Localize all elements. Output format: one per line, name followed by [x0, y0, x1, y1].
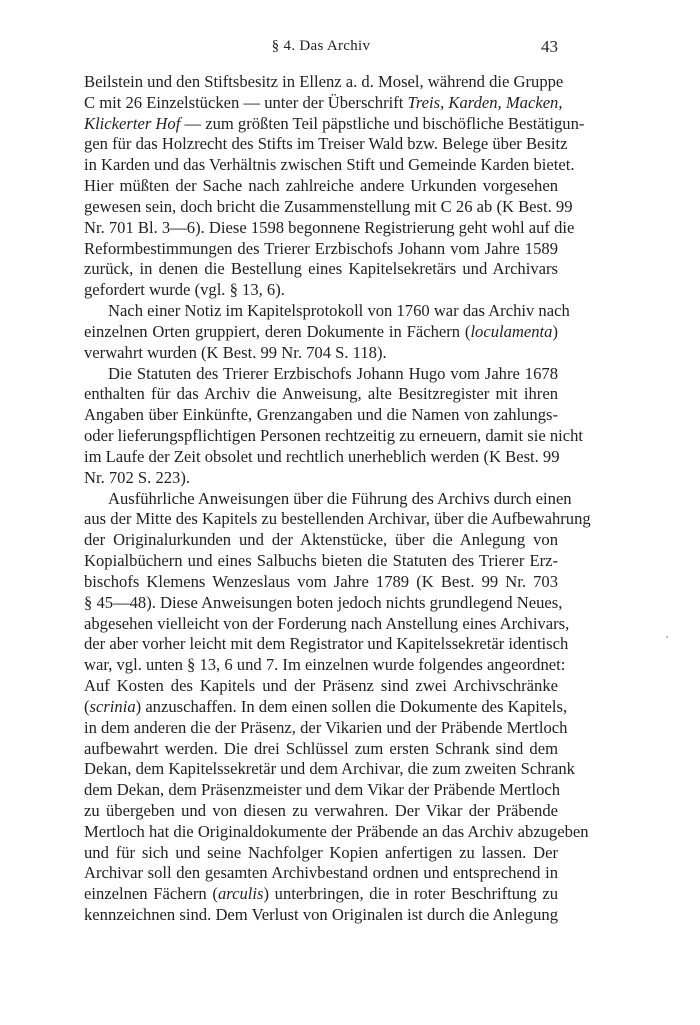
- text-line: [84, 280, 558, 301]
- text-line: [84, 676, 558, 697]
- italic-term: arculis: [217, 884, 264, 904]
- body-text: [84, 72, 591, 926]
- italic-term: Klickerter Hof: [84, 113, 181, 133]
- text-line: [84, 488, 572, 510]
- text-segment: ) unterbringen, die in roter Beschriftung zu: [263, 884, 558, 904]
- text-segment: oder lieferungspflichtigen Personen rechtzeitig zu erneuern, damit sie nicht: [84, 426, 584, 446]
- text-segment: Dekan, dem Kapitelssekretär und dem Archivar, die zum zweiten Schrank: [84, 759, 575, 779]
- text-line: [84, 155, 575, 176]
- text-line: [84, 364, 558, 385]
- text-line: [84, 196, 573, 218]
- text-line: [84, 426, 584, 447]
- text-segment: Angaben über Einkünfte, Grenzangaben und die Namen von zahlungs-: [84, 405, 558, 425]
- text-segment: (: [84, 696, 90, 716]
- text-segment: und für sich und seine Nachfolger Kopien anfertigen zu lassen. Der: [84, 842, 558, 862]
- text-segment: kennzeichnen sind. Dem Verlust von Originalen ist durch die Anlegung: [84, 905, 558, 925]
- text-segment: Archivar soll den gesamten Archivbestand ordnen und entsprechend in: [84, 863, 558, 883]
- text-line: [84, 801, 558, 822]
- text-segment: Beilstein und den Stiftsbesitz in Ellenz a. d. Mosel, während die Gruppe: [84, 72, 564, 91]
- text-segment: Die Statuten des Trierer Erzbischofs Johann Hugo vom Jahre 1678: [108, 363, 558, 383]
- text-segment: ) anzuschaffen. In dem einen sollen die Dokumente des Kapitels,: [135, 696, 568, 716]
- text-segment: zurück, in denen die Bestellung eines Kapitelsekretärs und Archivars: [84, 259, 558, 279]
- text-segment: Mertloch hat die Originaldokumente der Präbende an das Archiv abzugeben: [84, 821, 589, 841]
- text-line: [84, 447, 558, 468]
- text-segment: in Karden und das Verhältnis zwischen Stift und Gemeinde Karden bietet.: [84, 155, 575, 175]
- text-segment: in dem anderen die der Präsenz, der Vikarien und der Präbende Mertloch: [84, 717, 568, 737]
- text-line: [84, 468, 558, 489]
- text-segment: der aber vorher leicht mit dem Registrator und Kapitelssekretär identisch: [84, 634, 569, 654]
- text-line: [84, 717, 568, 739]
- text-line: [84, 134, 568, 155]
- text-line: [84, 739, 558, 760]
- text-segment: enthalten für das Archiv die Anweisung, alte Besitzregister mit ihren: [84, 384, 558, 404]
- text-line: [84, 509, 591, 530]
- text-line: [84, 343, 558, 364]
- text-line: [84, 905, 558, 926]
- text-line: [84, 239, 558, 260]
- page-number: 43: [541, 37, 558, 56]
- text-line: [84, 405, 558, 426]
- running-head: [84, 38, 558, 60]
- text-line: [84, 821, 589, 843]
- text-line: [84, 572, 558, 593]
- text-line: [84, 551, 558, 572]
- text-segment: Ausführliche Anweisungen über die Führung des Archivs durch einen: [108, 488, 572, 508]
- text-segment: war, vgl. unten § 13, 6 und 7. Im einzelnen wurde folgendes angeordnet:: [84, 655, 566, 675]
- text-segment: dem Dekan, dem Präsenzmeister und dem Vikar der Präbende Mertloch: [84, 780, 561, 800]
- text-line: [84, 863, 558, 884]
- text-segment: Nr. 701 Bl. 3—6). Diese 1598 begonnene Registrierung geht wohl auf die: [84, 217, 575, 237]
- text-line: [84, 322, 558, 343]
- text-segment: C mit 26 Einzelstücken — unter der Überschrift: [84, 92, 408, 112]
- margin-mark: [666, 636, 668, 638]
- text-segment: Nach einer Notiz im Kapitelsprotokoll von 1760 war das Archiv nach: [108, 301, 570, 321]
- text-segment: einzelnen Fächern (: [84, 884, 218, 904]
- text-line: [84, 613, 570, 635]
- text-line: [84, 655, 566, 676]
- italic-term: scrinia: [89, 696, 136, 716]
- text-segment: aufbewahrt werden. Die drei Schlüssel zum ersten Schrank sind dem: [84, 738, 558, 758]
- text-line: [84, 884, 558, 905]
- text-segment: — zum größten Teil päpstliche und bischöfliche Bestätigun-: [180, 113, 585, 133]
- text-segment: gen für das Holzrecht des Stifts im Treiser Wald bzw. Belege über Besitz: [84, 134, 568, 154]
- text-segment: ): [552, 321, 558, 341]
- text-segment: einzelnen Orten gruppiert, deren Dokumente in Fächern (: [84, 321, 471, 341]
- text-segment: verwahrt wurden (K Best. 99 Nr. 704 S. 118).: [84, 342, 387, 362]
- text-line: [84, 72, 564, 93]
- text-segment: gewesen sein, doch bricht die Zusammenstellung mit C 26 ab (K Best. 99: [84, 196, 573, 216]
- text-line: [84, 176, 558, 197]
- italic-term: Treis, Karden, Macken,: [407, 92, 563, 112]
- text-segment: Auf Kosten des Kapitels und der Präsenz sind zwei Archivschränke: [84, 676, 558, 696]
- text-line: [84, 301, 570, 322]
- text-line: [84, 696, 568, 718]
- text-segment: zu übergeben und von diesen zu verwahren. Der Vikar der Präbende: [84, 800, 558, 820]
- text-segment: Kopialbüchern und eines Salbuchs bieten die Statuten des Trierer Erz-: [84, 551, 558, 571]
- text-segment: Hier müßten der Sache nach zahlreiche andere Urkunden vorgesehen: [84, 176, 558, 196]
- text-segment: bischofs Klemens Wenzeslaus vom Jahre 1789 (K Best. 99 Nr. 703: [84, 571, 558, 591]
- text-line: [84, 384, 558, 405]
- text-line: [84, 780, 561, 801]
- text-line: [84, 217, 575, 239]
- text-line: [84, 113, 585, 135]
- text-line: [84, 634, 569, 655]
- text-line: [84, 259, 558, 280]
- text-line: [84, 530, 558, 551]
- text-segment: aus der Mitte des Kapitels zu bestellenden Archivar, über die Aufbewahrung: [84, 509, 591, 529]
- italic-term: loculamenta: [470, 321, 553, 341]
- text-segment: im Laufe der Zeit obsolet und rechtlich unerheblich werden (K Best. 99: [84, 446, 560, 466]
- text-line: [84, 843, 558, 864]
- text-segment: Nr. 702 S. 223).: [84, 467, 191, 487]
- text-line: [84, 92, 563, 114]
- text-segment: der Originalurkunden und der Aktenstücke, über die Anlegung von: [84, 530, 558, 550]
- text-line: [84, 592, 563, 614]
- running-title: § 4. Das Archiv: [271, 38, 371, 54]
- text-line: [84, 759, 575, 780]
- text-segment: abgesehen vielleicht von der Forderung nach Anstellung eines Archivars,: [84, 613, 570, 633]
- text-segment: § 45—48). Diese Anweisungen boten jedoch nichts grundlegend Neues,: [84, 592, 563, 612]
- text-segment: Reformbestimmungen des Trierer Erzbischofs Johann vom Jahre 1589: [84, 238, 558, 258]
- text-segment: gefordert wurde (vgl. § 13, 6).: [84, 280, 285, 300]
